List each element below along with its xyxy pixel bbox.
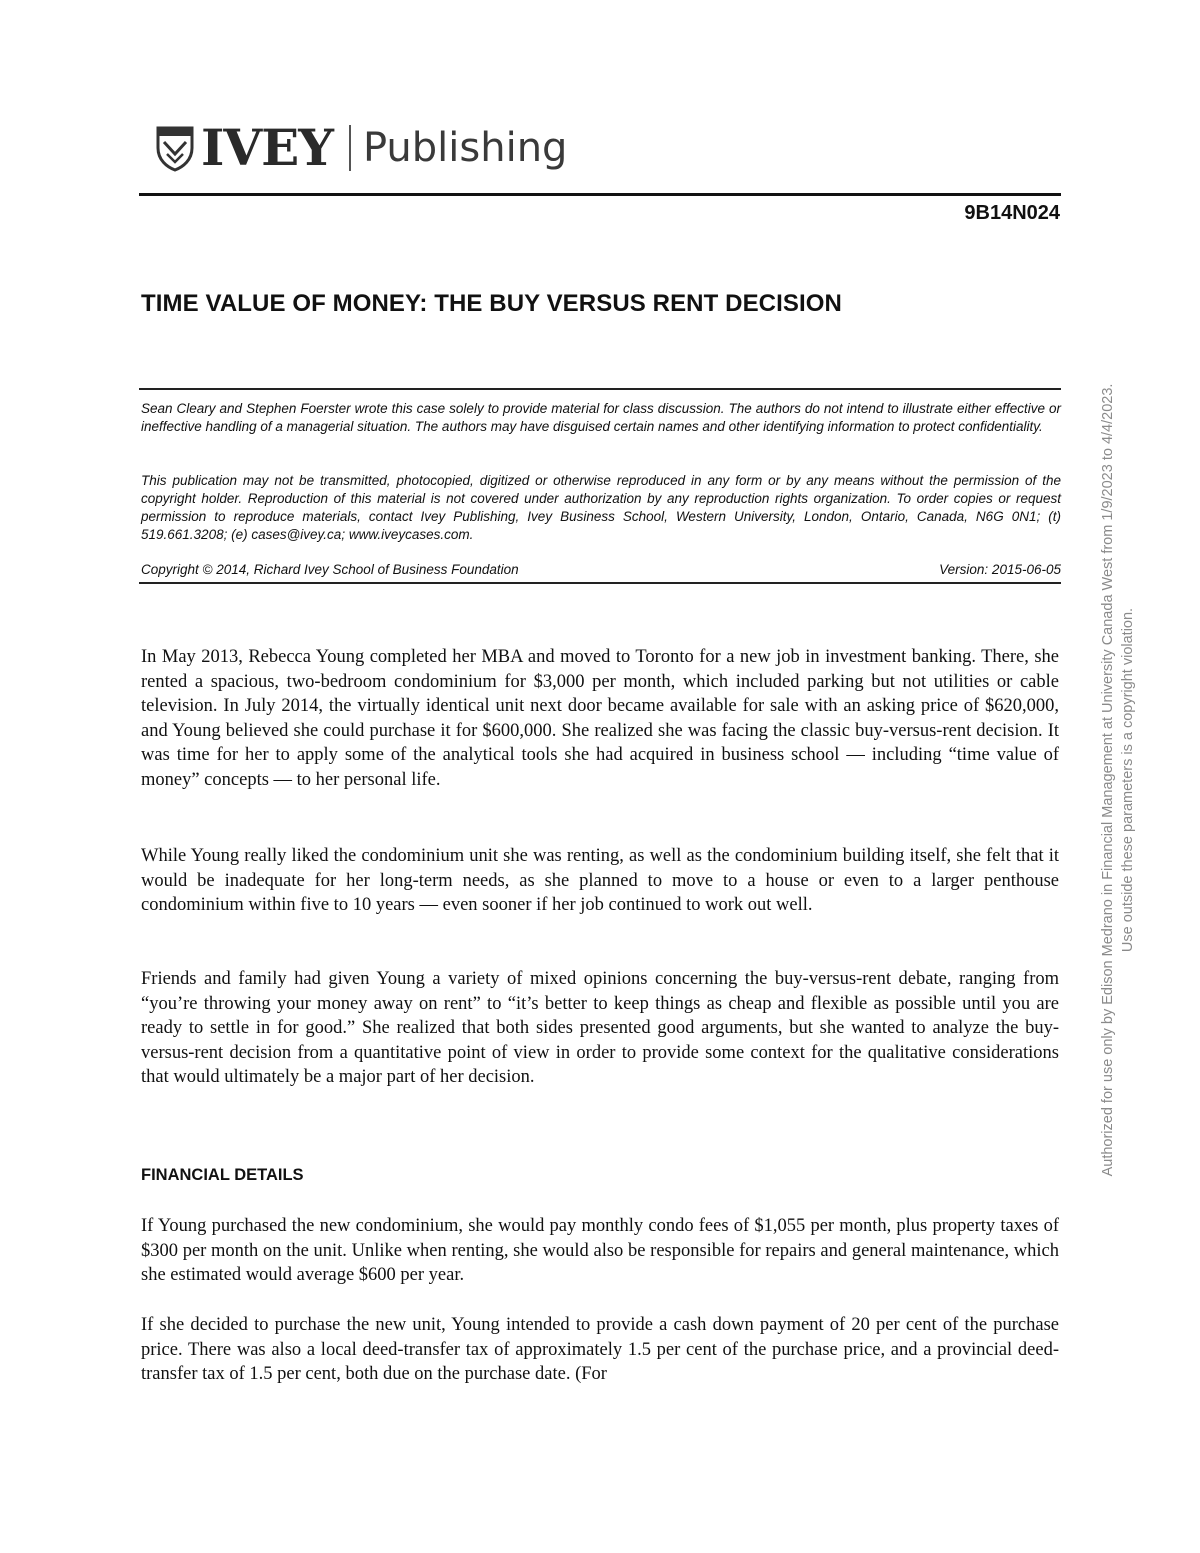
reproduction-notice: This publication may not be transmitted, photocopied, digitized or otherwise reproduced in any form or by any means without the permission of the copyright holder. Reproduction of this material is not covered under authorization by any reproduction rights organization. To order copies or request permission to reproduce materials, contact Ivey Publishing, Ivey Business School, Western University, London, Ontario, Canada, N6G 0N1; (t) 519.661.3208; (e) cases@ivey.ca; www.iveycases.com. bbox=[141, 473, 1061, 542]
logo-divider bbox=[349, 125, 351, 171]
authors-disclaimer: Sean Cleary and Stephen Foerster wrote this case solely to provide material for class discussion. The authors do not intend to illustrate either effective or ineffective handling of a managerial situation. The authors may have disguised certain names and other identifying information to protect confidentiality. bbox=[141, 401, 1061, 434]
body-paragraph-5: If she decided to purchase the new unit, Young intended to provide a cash down payment of 20 per cent of the purchase price. There was also a local deed-transfer tax of approximately 1.5 per cent of the purchase price, and a provincial deed-transfer tax of 1.5 per cent, both due on the purchase date. (For bbox=[141, 1315, 1059, 1385]
watermark-line-1: Authorized for use only by Edison Medrano in Financial Management at University Canada West from 1/9/2023 to 4/4/2023. bbox=[1100, 383, 1116, 1177]
body-paragraph-1: In May 2013, Rebecca Young completed her MBA and moved to Toronto for a new job in investment banking. There, she rented a spacious, two-bedroom condominium for $3,000 per month, which included parking but not utilities or cable television. In July 2014, the virtually identical unit next door became available for sale with an asking price of $620,000, and Young believed she could purchase it for $600,000. She realized she was facing the classic buy-versus-rent decision. It was time for her to apply some of the analytical tools she had acquired in business school — including “time value of money” concepts — to her personal life. bbox=[141, 647, 1059, 790]
body-paragraph-4: If Young purchased the new condominium, she would pay monthly condo fees of $1,055 per month, plus property taxes of $300 per month on the unit. Unlike when renting, she would also be responsible for repairs and general maintenance, which she estimated would average $600 per year. bbox=[141, 1216, 1059, 1286]
copyright-row bbox=[141, 562, 1061, 577]
watermark-line-2: Use outside these parameters is a copyright violation. bbox=[1120, 607, 1136, 953]
logo-brand-text: IVEY bbox=[201, 118, 333, 177]
case-code: 9B14N024 bbox=[964, 202, 1060, 224]
authorization-watermark bbox=[1098, 350, 1138, 1210]
version-text: Version: 2015-06-05 bbox=[939, 562, 1061, 577]
section-heading: FINANCIAL DETAILS bbox=[141, 1166, 304, 1184]
copyright-text: Copyright © 2014, Richard Ivey School of Business Foundation bbox=[141, 562, 519, 577]
body-paragraph-3: Friends and family had given Young a variety of mixed opinions concerning the buy-versus-rent debate, ranging from “you’re throwing your money away on rent” to “it’s better to keep things as cheap and flexible as possible until you are ready to settle in for good.” She realized that both sides presented good arguments, but she wanted to analyze the buy-versus-rent decision from a quantitative point of view in order to provide some context for the qualitative considerations that would ultimately be a major part of her decision. bbox=[141, 969, 1059, 1088]
logo-publishing-text: Publishing bbox=[363, 125, 568, 171]
disclaimer-top-rule bbox=[139, 388, 1061, 390]
body-paragraph-2: While Young really liked the condominium unit she was renting, as well as the condominium building itself, she felt that it would be inadequate for her long-term needs, as she planned to move to a house or even to a larger penthouse condominium within five to 10 years — even sooner if her job continued to work out well. bbox=[141, 846, 1059, 916]
header-rule bbox=[139, 193, 1061, 196]
page-title: TIME VALUE OF MONEY: THE BUY VERSUS RENT DECISION bbox=[141, 290, 842, 317]
shield-crest-icon bbox=[155, 124, 195, 172]
ivey-publishing-logo bbox=[155, 118, 567, 178]
disclaimer-bottom-rule bbox=[139, 582, 1061, 584]
